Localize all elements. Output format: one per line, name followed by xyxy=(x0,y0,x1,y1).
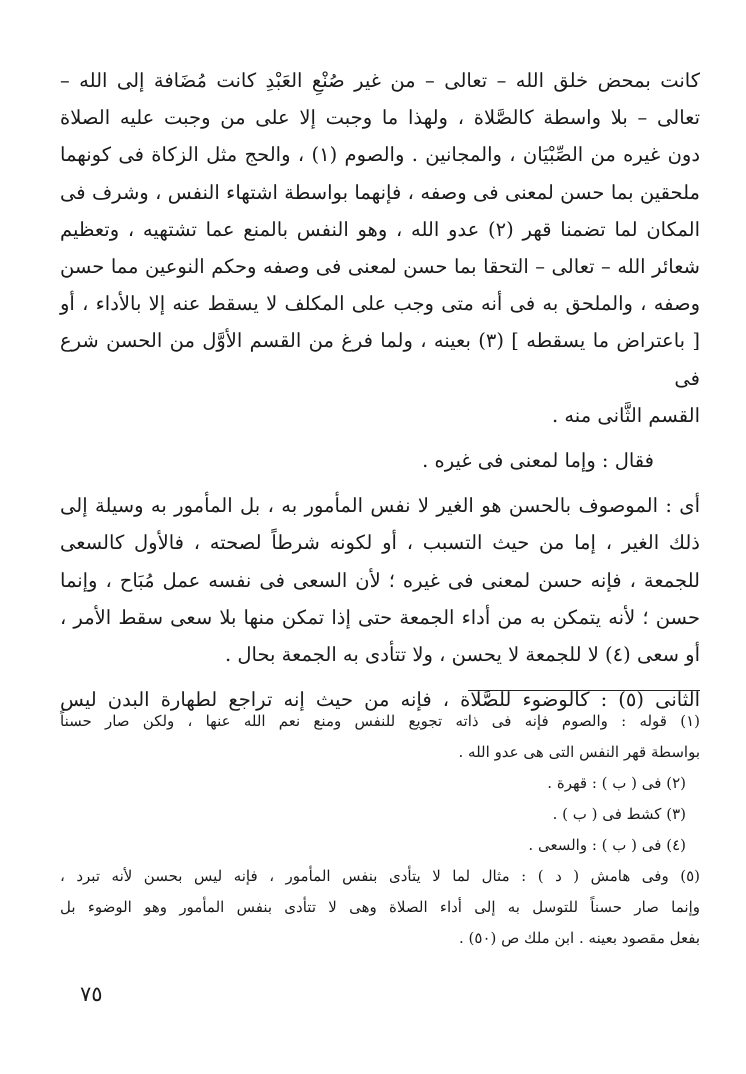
footnote-line: (٣) كشط فى ( ب ) . xyxy=(552,805,686,823)
footnote-line: (٥) وفى هامش ( د ) : مثال لما لا يتأدى بنفس المأمور ، فإنه ليس بحسن لأنه تبرد ، xyxy=(60,867,700,885)
footnote-line: (٤) فى ( ب ) : والسعى . xyxy=(528,836,686,854)
footnote-line: (٢) فى ( ب ) : قهرة . xyxy=(547,774,686,792)
text-line: المكان لما تضمنا قهر (٢) عدو الله ، وهو النفس بالمنع عما تشتهيه ، وتعظيم xyxy=(60,217,700,241)
text-line: حسن ؛ لأنه يتمكن به من أداء الجمعة حتى إذا تمكن منها بلا سعى سقط الأمر ، xyxy=(60,605,700,629)
text-line: دون غيره من الصِّبْيَان ، والمجانين . والصوم (١) ، والحج مثل الزكاة فى كونهما xyxy=(60,143,700,167)
text-line: ذلك الغير ، إما من حيث التسبب ، أو لكونه شرطاً لصحته ، فالأول كالسعى xyxy=(60,531,700,555)
footnote-line: بواسطة قهر النفس التى هى عدو الله . xyxy=(458,743,700,761)
text-line: أى : الموصوف بالحسن هو الغير لا نفس المأمور به ، بل المأمور به وسيلة إلى xyxy=(60,494,700,518)
footnote-line: بفعل مقصود بعينه . ابن ملك ص (٥٠) . xyxy=(459,929,700,947)
text-line: تعالى – بلا واسطة كالصَّلاة ، ولهذا ما وجبت إلا على من وجبت عليه الصلاة xyxy=(60,106,700,130)
text-line: وصفه ، والملحق به فى أنه متى وجب على المكلف لا يسقط عنه إلا بالأداء ، أو xyxy=(60,292,700,316)
text-line: كانت بمحض خلق الله – تعالى – من غير صُنْعِ العَبْدِ كانت مُضَافة إلى الله – xyxy=(60,69,700,92)
text-line: للجمعة ، فإنه حسن لمعنى فى غيره ؛ لأن السعى فى نفسه عمل مُبَاح ، وإنما xyxy=(60,568,700,592)
text-line: شعائر الله – تعالى – التحقا بما حسن لمعنى فى وصفه وحكم النوعين مما حسن xyxy=(60,255,700,279)
text-line: فقال : وإما لمعنى فى غيره . xyxy=(422,449,654,473)
footnote-line: (١) قوله : والصوم فإنه فى ذاته تجويع للنفس ومنع نعم الله عنها ، ولكن صار حسناً xyxy=(60,712,700,730)
text-line: الثانى (٥) : كالوضوء للصَّلاة ، فإنه من حيث إنه تراجع لطهارة البدن ليس xyxy=(60,688,700,712)
footnotes xyxy=(60,706,700,954)
book-page xyxy=(60,62,700,1052)
text-line: [ باعتراض ما يسقطه ] (٣) بعينه ، ولما فرغ من القسم الأوَّل من الحسن شرع فى xyxy=(60,329,701,390)
text-line: أو سعى (٤) لا للجمعة لا يحسن ، ولا تتأدى به الجمعة بحال . xyxy=(224,643,700,667)
text-line: القسم الثَّانى منه . xyxy=(551,403,700,427)
page-number: ٧٥ xyxy=(80,982,103,1006)
main-text xyxy=(60,62,700,718)
text-line: ملحقين بما حسن لمعنى فى وصفه ، فإنهما بواسطة اشتهاء النفس ، وشرف فى xyxy=(60,180,700,204)
footnote-separator xyxy=(468,690,700,691)
footnote-line: وإنما صار حسناً للتوسل به إلى أداء الصلاة وهى لا تتأدى بنفس المأمور وهو الوضوء بل xyxy=(60,898,700,916)
